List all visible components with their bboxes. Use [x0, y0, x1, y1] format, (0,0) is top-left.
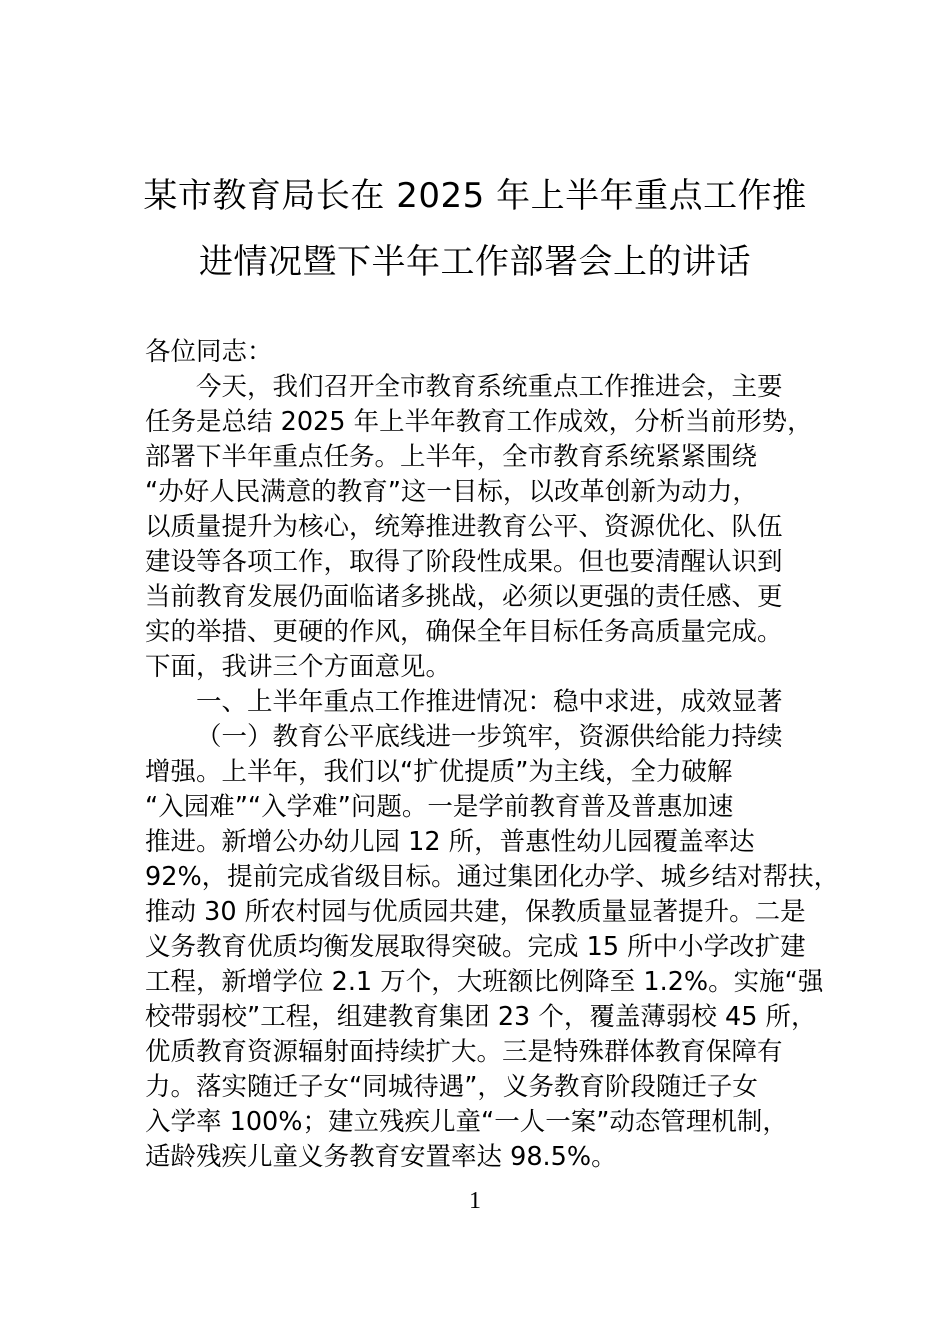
- intro-line-1: 今天，我们召开全市教育系统重点工作推进会，主要: [196, 372, 783, 402]
- salutation: 各位同志：: [145, 337, 273, 367]
- section-heading-1: 一、上半年重点工作推进情况：稳中求进，成效显著: [196, 687, 783, 717]
- subsection-line-8: 工程，新增学位 2.1 万个，大班额比例降至 1.2%。实施“强: [145, 967, 824, 997]
- intro-line-5: 以质量提升为核心，统筹推进教育公平、资源优化、队伍: [145, 512, 783, 542]
- subsection-line-3: “入园难”“入学难”问题。一是学前教育普及普惠加速: [145, 792, 734, 822]
- intro-line-7: 当前教育发展仍面临诸多挑战，必须以更强的责任感、更: [145, 582, 783, 612]
- subsection-line-10: 优质教育资源辐射面持续扩大。三是特殊群体教育保障有: [145, 1037, 783, 1067]
- subsection-line-9: 校带弱校”工程，组建教育集团 23 个，覆盖薄弱校 45 所，: [145, 1002, 817, 1032]
- subsection-line-5: 92%，提前完成省级目标。通过集团化办学、城乡结对帮扶，: [145, 862, 840, 892]
- document-title-line-1: 某市教育局长在 2025 年上半年重点工作推: [143, 176, 807, 216]
- intro-line-8: 实的举措、更硬的作风，确保全年目标任务高质量完成。: [145, 617, 783, 647]
- subsection-line-12: 入学率 100%；建立残疾儿童“一人一案”动态管理机制，: [145, 1107, 788, 1137]
- intro-line-6: 建设等各项工作，取得了阶段性成果。但也要清醒认识到: [145, 547, 783, 577]
- intro-line-4: “办好人民满意的教育”这一目标，以改革创新为动力，: [145, 477, 758, 507]
- intro-line-9: 下面，我讲三个方面意见。: [145, 652, 452, 682]
- document-title-line-2: 进情况暨下半年工作部署会上的讲话: [199, 242, 751, 282]
- subsection-line-2: 增强。上半年，我们以“扩优提质”为主线，全力破解: [145, 757, 733, 787]
- subsection-line-7: 义务教育优质均衡发展取得突破。完成 15 所中小学改扩建: [145, 932, 806, 962]
- intro-line-3: 部署下半年重点任务。上半年，全市教育系统紧紧围绕: [145, 442, 758, 472]
- subsection-line-1: （一）教育公平底线进一步筑牢，资源供给能力持续: [196, 722, 783, 752]
- subsection-line-4: 推进。新增公办幼儿园 12 所，普惠性幼儿园覆盖率达: [145, 827, 755, 857]
- subsection-line-11: 力。落实随迁子女“同城待遇”，义务教育阶段随迁子女: [145, 1072, 758, 1102]
- subsection-line-6: 推动 30 所农村园与优质园共建，保教质量显著提升。二是: [145, 897, 806, 927]
- subsection-line-13: 适龄残疾儿童义务教育安置率达 98.5%。: [145, 1142, 617, 1172]
- intro-line-2: 任务是总结 2025 年上半年教育工作成效，分析当前形势，: [145, 407, 813, 437]
- page-number: 1: [469, 1188, 481, 1214]
